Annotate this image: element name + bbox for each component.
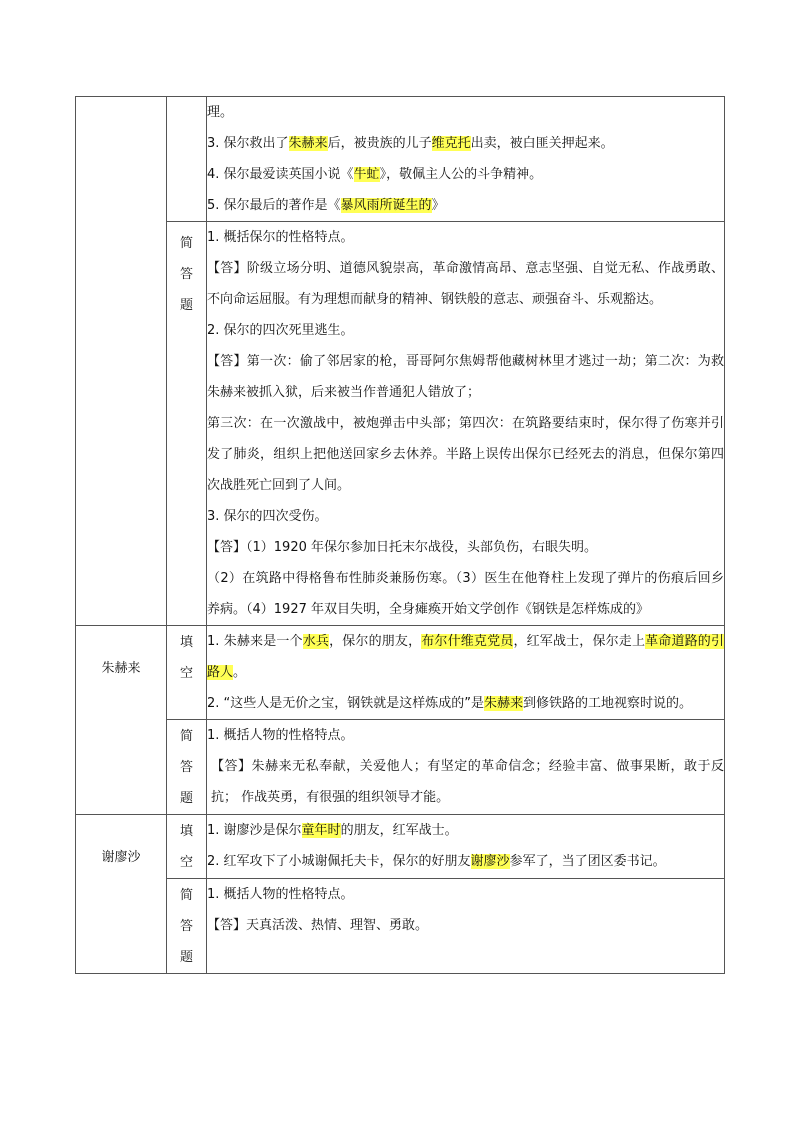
content-cell xyxy=(207,879,725,974)
content-line xyxy=(207,846,724,877)
content-line xyxy=(207,751,724,813)
category-char: 填 xyxy=(179,635,193,650)
category-char: 简 xyxy=(179,888,193,903)
study-notes-table xyxy=(75,96,725,974)
table-row xyxy=(76,815,725,879)
category-char: 填 xyxy=(179,824,193,839)
text-segment: ，红军战士，保尔走上 xyxy=(513,634,646,649)
category-label xyxy=(167,626,206,689)
highlighted-answer: 朱赫来 xyxy=(484,696,524,711)
content-line xyxy=(207,532,724,563)
content-line xyxy=(207,97,724,128)
category-cell xyxy=(167,720,207,815)
category-char: 题 xyxy=(179,950,193,965)
table-row xyxy=(76,97,725,222)
text-segment: 参军了，当了团区委书记。 xyxy=(509,854,666,869)
category-cell xyxy=(167,815,207,879)
text-segment: 理。 xyxy=(207,105,234,120)
highlighted-answer: 布尔什维克党员 xyxy=(421,634,514,649)
category-label xyxy=(167,97,206,98)
content-line xyxy=(207,222,724,253)
text-segment: 【答】朱赫来无私奉献，关爱他人；有坚定的革命信念；经验丰富、做事果断，敢于反抗； 作战英勇，有很强的组织领导才能。 xyxy=(211,759,724,805)
category-label xyxy=(167,222,206,321)
text-segment: 4. 保尔最爱读英国小说《 xyxy=(207,167,354,182)
category-char: 答 xyxy=(179,267,193,282)
table-row xyxy=(76,879,725,974)
text-segment: 1. 谢廖沙是保尔 xyxy=(207,823,302,838)
text-segment: 》 xyxy=(431,198,445,213)
table-row xyxy=(76,720,725,815)
text-segment: 第三次：在一次激战中，被炮弹击中头部；第四次：在筑路要结束时，保尔得了伤寒并引发了肺炎，组织上把他送回家乡去休养。半路上误传出保尔已经死去的消息，但保尔第四次战胜死亡回到了人间。 xyxy=(207,416,724,493)
content-line xyxy=(207,688,724,719)
text-segment: 1. 概括人物的性格特点。 xyxy=(207,728,354,743)
content-line xyxy=(207,626,724,688)
text-segment: ，保尔的朋友， xyxy=(329,634,422,649)
content-line xyxy=(207,815,724,846)
category-char: 题 xyxy=(179,791,193,806)
text-segment: 1. 朱赫来是一个 xyxy=(207,634,303,649)
character-cell xyxy=(76,815,167,974)
highlighted-answer: 水兵 xyxy=(302,634,330,649)
content-line xyxy=(207,563,724,625)
highlighted-answer: 革命道路的引路人 xyxy=(207,634,724,680)
content-cell xyxy=(207,815,725,879)
text-segment: （2）在筑路中得格鲁布性肺炎兼肠伤寒。（3）医生在他脊柱上发现了弹片的伤痕后回乡养病。（4）1927 年双目失明，全身瘫痪开始文学创作《钢铁是怎样炼成的》 xyxy=(207,571,724,617)
character-name: 朱赫来 xyxy=(101,661,141,676)
category-cell xyxy=(167,97,207,222)
category-char: 题 xyxy=(179,298,193,313)
highlighted-answer: 维克托 xyxy=(431,136,471,151)
character-cell xyxy=(76,626,167,815)
category-label xyxy=(167,879,206,973)
content-line xyxy=(207,253,724,315)
text-segment: 。 xyxy=(233,665,247,680)
text-segment: 2. 保尔的四次死里逃生。 xyxy=(207,323,354,338)
content-cell xyxy=(207,97,725,222)
category-cell xyxy=(167,222,207,626)
category-cell xyxy=(167,626,207,720)
category-char: 答 xyxy=(179,760,193,775)
text-segment: 3. 保尔的四次受伤。 xyxy=(207,509,328,524)
category-char: 空 xyxy=(179,666,193,681)
category-char: 简 xyxy=(179,236,193,251)
content-line xyxy=(207,315,724,346)
text-segment: 【答】阶级立场分明、道德风貌崇高，革命激情高昂、意志坚强、自觉无私、作战勇敢、不向命运屈服。有为理想而献身的精神、钢铁般的意志、顽强奋斗、乐观豁达。 xyxy=(207,261,724,307)
content-line xyxy=(207,720,724,751)
content-cell xyxy=(207,626,725,720)
text-segment: 》，敬佩主人公的斗争精神。 xyxy=(379,167,543,182)
text-segment: 3. 保尔救出了 xyxy=(207,136,289,151)
highlighted-answer: 朱赫来 xyxy=(288,136,328,151)
content-cell xyxy=(207,720,725,815)
category-char: 答 xyxy=(179,919,193,934)
highlighted-answer: 童年时 xyxy=(301,823,341,838)
content-line xyxy=(207,190,724,221)
content-line xyxy=(207,879,724,910)
highlighted-answer: 牛虻 xyxy=(353,167,380,182)
text-segment: 出卖，被白匪关押起来。 xyxy=(470,136,614,151)
text-segment: 的朋友，红军战士。 xyxy=(340,823,458,838)
character-name: 谢廖沙 xyxy=(101,850,141,865)
text-segment: 5. 保尔最后的著作是《 xyxy=(207,198,341,213)
category-cell xyxy=(167,879,207,974)
content-line xyxy=(207,159,724,190)
content-line xyxy=(207,346,724,408)
content-cell xyxy=(207,222,725,626)
content-line xyxy=(207,408,724,501)
highlighted-answer: 谢廖沙 xyxy=(470,854,510,869)
content-line xyxy=(207,501,724,532)
category-label xyxy=(167,815,206,878)
highlighted-answer: 暴风雨所诞生的 xyxy=(340,198,432,213)
text-segment: 后，被贵族的儿子 xyxy=(327,136,432,151)
table-row xyxy=(76,222,725,626)
content-line xyxy=(207,910,724,941)
table-row xyxy=(76,626,725,720)
text-segment: 1. 概括保尔的性格特点。 xyxy=(207,230,354,245)
content-line xyxy=(207,128,724,159)
text-segment: 【答】第一次：偷了邻居家的枪，哥哥阿尔焦姆帮他藏树林里才逃过一劫；第二次：为救朱赫来被抓入狱，后来被当作普通犯人错放了； xyxy=(207,354,724,400)
text-segment: 【答】天真活泼、热情、理智、勇敢。 xyxy=(207,918,429,933)
text-segment: 到修铁路的工地视察时说的。 xyxy=(523,696,693,711)
text-segment: 2. “这些人是无价之宝，钢铁就是这样炼成的”是 xyxy=(207,696,485,711)
text-segment: 2. 红军攻下了小城谢佩托夫卡，保尔的好朋友 xyxy=(207,854,471,869)
text-segment: 【答】（1）1920 年保尔参加日托末尔战役，头部负伤，右眼失明。 xyxy=(207,540,597,555)
category-char: 简 xyxy=(179,729,193,744)
category-label xyxy=(167,720,206,814)
category-char: 空 xyxy=(179,855,193,870)
character-cell xyxy=(76,97,167,626)
text-segment: 1. 概括人物的性格特点。 xyxy=(207,887,354,902)
